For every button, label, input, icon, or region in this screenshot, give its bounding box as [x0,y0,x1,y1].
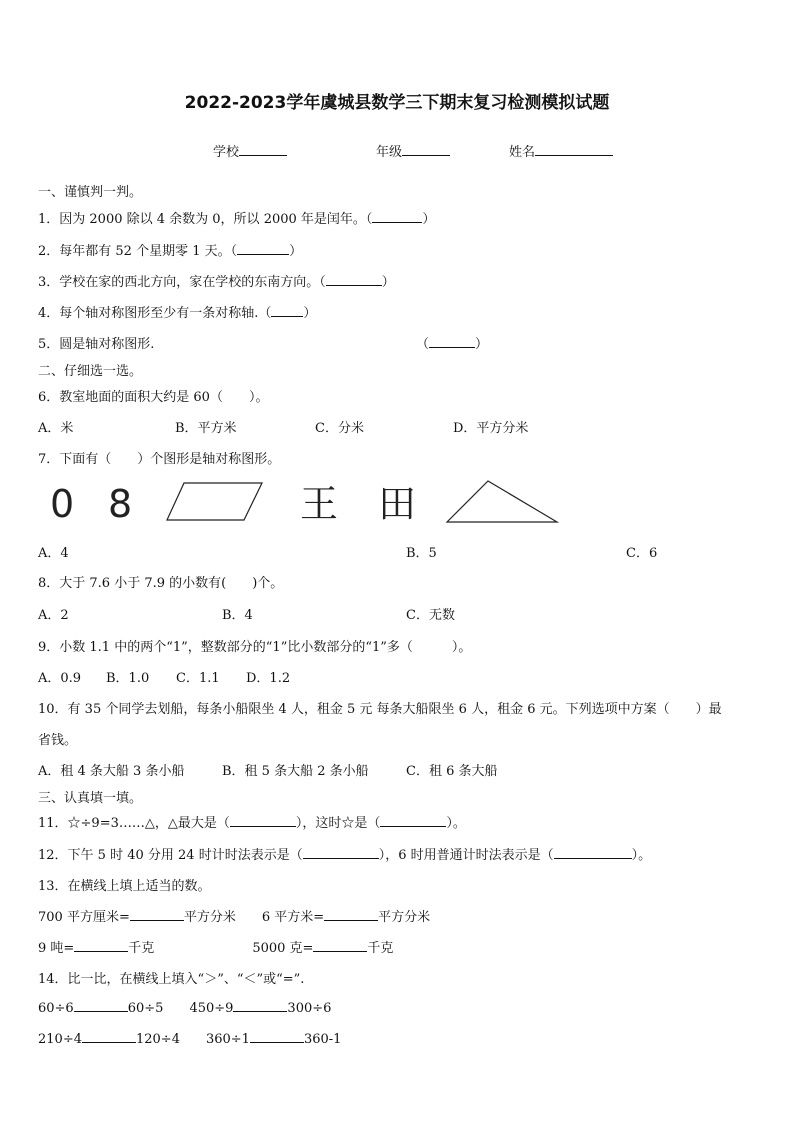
question-1: 1．因为 2000 除以 4 余数为 0，所以 2000 年是闰年。（ ） [38,212,436,227]
q6-option-d[interactable]: D．平方分米 [453,421,529,436]
q14-row-1: 60÷6 60÷5 450÷9 300÷6 [38,1001,332,1016]
question-2: 2．每年都有 52 个星期零 1 天。（ ） [38,244,303,259]
q7-option-a[interactable]: A．4 [38,546,69,561]
answer-blank[interactable] [372,210,422,223]
q9-option-c[interactable]: C．1.1 [176,671,220,686]
q8-option-c[interactable]: C．无数 [406,608,455,623]
answer-blank[interactable] [313,939,367,952]
grade-label: 年级 [376,145,403,160]
question-12: 12．下午 5 时 40 分用 24 时计时法表示是（ ），6 时用普通计时法表示是（ ）。 [38,848,652,863]
q9-option-a[interactable]: A．0.9 [38,671,82,686]
name-label: 姓名 [509,145,536,160]
answer-blank[interactable] [237,242,289,255]
parallelogram-figure [167,483,262,520]
question-11: 11．☆÷9=3……△，△最大是（ ），这时☆是（ ）。 [38,816,466,831]
tian-character-figure: 田 [378,482,417,526]
q8-option-a[interactable]: A．2 [38,608,69,623]
q6-option-b[interactable]: B．平方米 [175,421,237,436]
answer-blank[interactable] [324,908,378,921]
question-13: 13．在横线上填上适当的数。 [38,879,211,894]
section3-heading: 三、认真填一填。 [38,791,143,806]
answer-blank[interactable] [429,335,475,348]
answer-blank[interactable] [303,846,379,859]
grade-field [376,141,450,160]
school-field [213,141,287,160]
q13-row-1: 700 平方厘米= 平方分米 6 平方米= 平方分米 [38,910,431,925]
question-8: 8．大于 7.6 小于 7.9 的小数有( )个。 [38,576,284,591]
digit-zero-figure: 0 [50,482,75,526]
section2-heading: 二、仔细选一选。 [38,364,143,379]
question-7: 7．下面有（ ）个图形是轴对称图形。 [38,452,281,467]
question-3: 3．学校在家的西北方向，家在学校的东南方向。（ ） [38,275,395,290]
question-10-continued: 省钱。 [38,733,78,748]
q8-option-b[interactable]: B．4 [222,608,253,623]
answer-blank[interactable] [74,999,128,1012]
answer-blank[interactable] [233,999,287,1012]
question-5: 5．圆是轴对称图形. [38,337,155,352]
wang-character-figure: 王 [300,482,339,526]
answer-blank[interactable] [250,1030,304,1043]
question-10: 10．有 35 个同学去划船，每条小船限坐 4 人，租金 5 元 每条大船限坐 6 人，租金 6 元。下列选项中方案（ ）最 [38,702,722,717]
q7-figures [38,475,578,531]
answer-blank[interactable] [230,814,296,827]
school-blank[interactable] [239,143,287,156]
question-6: 6．教室地面的面积大约是 60（ ）。 [38,390,269,405]
answer-blank[interactable] [74,939,128,952]
q13-row-2: 9 吨= 千克 5000 克= 千克 [38,941,394,956]
q6-option-a[interactable]: A．米 [38,421,74,436]
q6-option-c[interactable]: C．分米 [315,421,364,436]
q14-row-2: 210÷4 120÷4 360÷1 360-1 [38,1032,342,1047]
question-5-answer: （ ） [416,337,489,352]
page-title: 2022-2023学年虞城县数学三下期末复习检测模拟试题 [184,93,610,113]
q7-option-c[interactable]: C．6 [626,546,658,561]
name-blank[interactable] [535,143,613,156]
q9-option-d[interactable]: D．1.2 [246,671,291,686]
answer-blank[interactable] [271,304,303,317]
q9-option-b[interactable]: B．1.0 [106,671,150,686]
answer-blank[interactable] [554,846,632,859]
answer-blank[interactable] [82,1030,136,1043]
grade-blank[interactable] [402,143,450,156]
section1-heading: 一、谨慎判一判。 [38,185,143,200]
q10-option-b[interactable]: B．租 5 条大船 2 条小船 [222,764,369,779]
q10-option-c[interactable]: C．租 6 条大船 [406,764,498,779]
triangle-figure [447,481,557,522]
school-label: 学校 [213,145,240,160]
answer-blank[interactable] [130,908,184,921]
question-9: 9．小数 1.1 中的两个“1”，整数部分的“1”比小数部分的“1”多（ ）。 [38,640,472,655]
answer-blank[interactable] [380,814,446,827]
digit-eight-figure: 8 [108,482,133,526]
answer-blank[interactable] [326,273,382,286]
q7-option-b[interactable]: B．5 [406,546,437,561]
name-field [509,141,613,160]
question-14: 14．比一比，在横线上填入“＞”、“＜”或“=”. [38,972,305,987]
q10-option-a[interactable]: A．租 4 条大船 3 条小船 [38,764,185,779]
question-4: 4．每个轴对称图形至少有一条对称轴.（ ） [38,306,317,321]
